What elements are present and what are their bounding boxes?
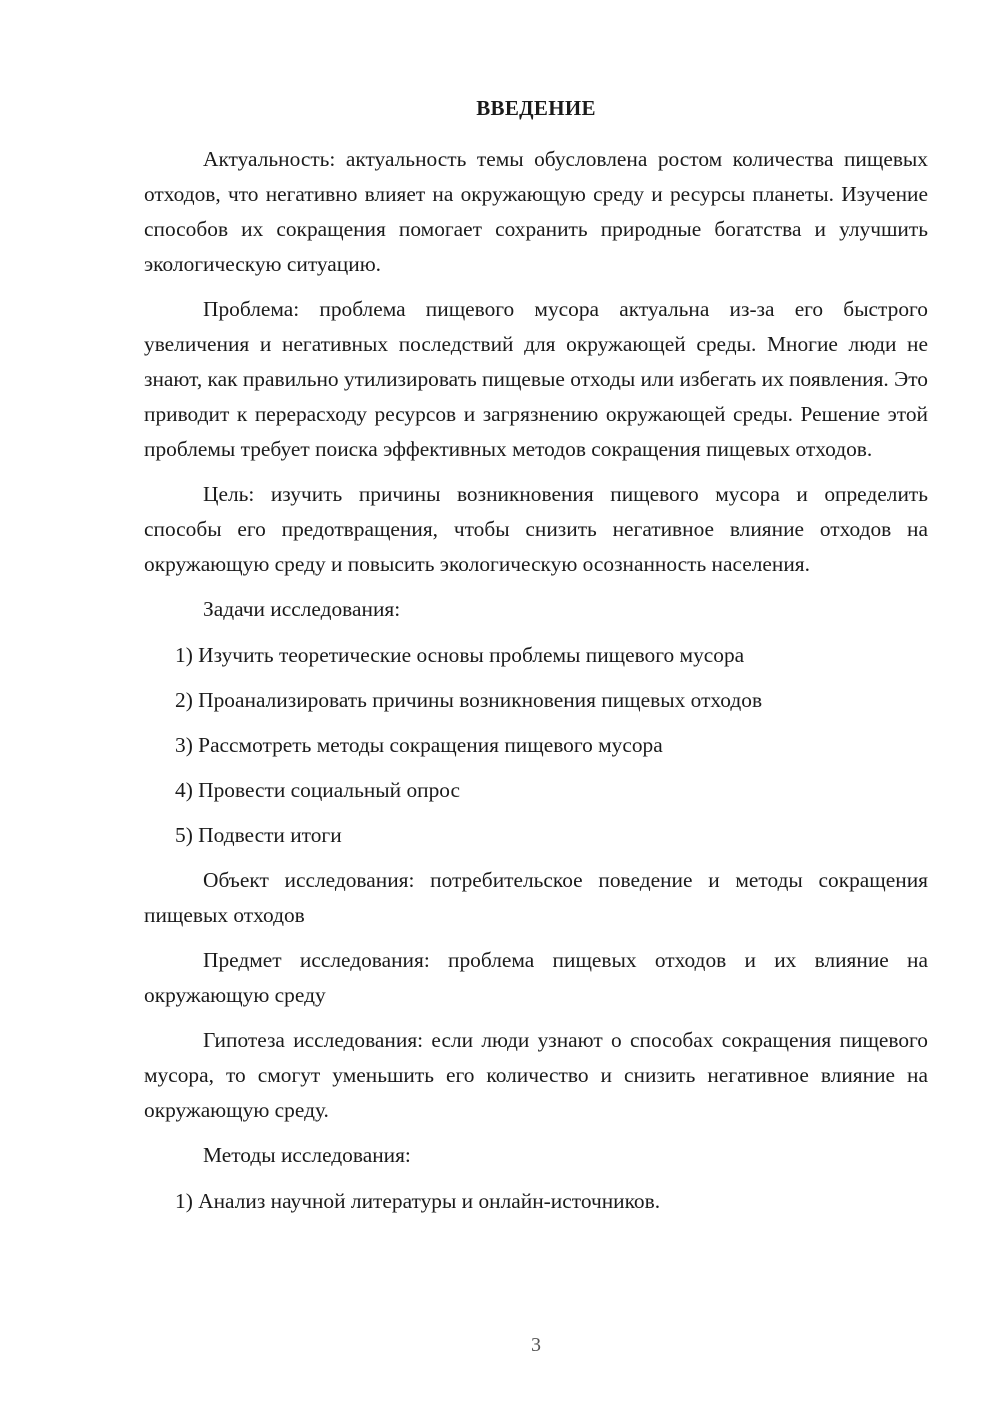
task-item-1: 1) Изучить теоретические основы проблемы пищевого мусора	[175, 643, 745, 667]
task-item-5: 5) Подвести итоги	[175, 823, 342, 847]
page-title: ВВЕДЕНИЕ	[476, 96, 596, 120]
task-item-3: 3) Рассмотреть методы сокращения пищевого мусора	[175, 733, 663, 757]
object-paragraph: Объект исследования: потребительское поведение и методы сокращения пищевых отходов	[144, 868, 928, 927]
task-item-2: 2) Проанализировать причины возникновения пищевых отходов	[175, 688, 763, 712]
goal-paragraph: Цель: изучить причины возникновения пищевого мусора и определить способы его предотвращения, чтобы снизить негативное влияние отходов на окружающую среду и повысить экологическую осознанность населения.	[144, 482, 928, 576]
methods-heading: Методы исследования:	[203, 1143, 411, 1167]
method-item-1: 1) Анализ научной литературы и онлайн-источников.	[175, 1189, 661, 1213]
tasks-heading: Задачи исследования:	[203, 597, 401, 621]
hypothesis-paragraph: Гипотеза исследования: если люди узнают о способах сокращения пищевого мусора, то смогут уменьшить его количество и снизить негативное влияние на окружающую среду.	[144, 1028, 928, 1122]
document-body	[144, 142, 928, 1229]
page-number: 3	[531, 1334, 541, 1356]
relevance-paragraph: Актуальность: актуальность темы обусловлена ростом количества пищевых отходов, что негативно влияет на окружающую среду и ресурсы планеты. Изучение способов их сокращения помогает сохранить природные богатства и улучшить экологическую ситуацию.	[144, 147, 928, 276]
problem-paragraph: Проблема: проблема пищевого мусора актуальна из-за его быстрого увеличения и негативных последствий для окружающей среды. Многие люди не знают, как правильно утилизировать пищевые отходы или избегать их появления. Это приводит к перерасходу ресурсов и загрязнению окружающей среды. Решение этой проблемы требует поиска эффективных методов сокращения пищевых отходов.	[144, 297, 928, 461]
task-item-4: 4) Провести социальный опрос	[175, 778, 461, 802]
subject-paragraph: Предмет исследования: проблема пищевых отходов и их влияние на окружающую среду	[144, 948, 928, 1007]
